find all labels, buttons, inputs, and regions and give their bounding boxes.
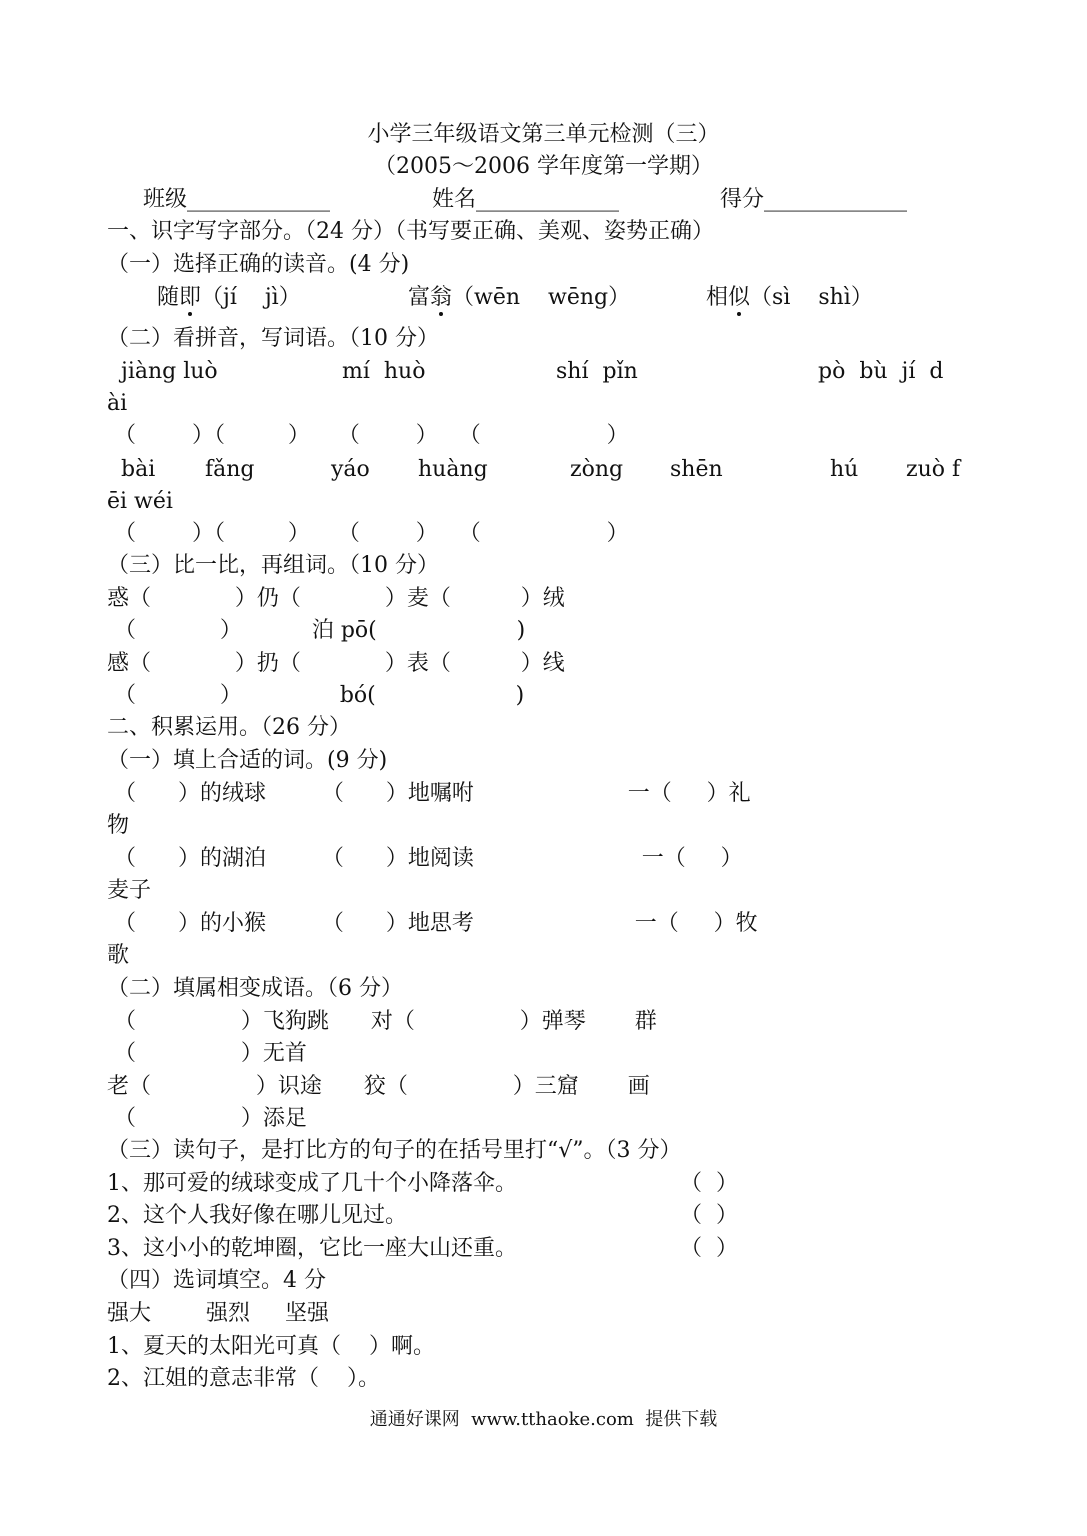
pronunciation-item: 随即（jí jì） [157, 285, 301, 310]
pinyin-word: mí huò [342, 359, 426, 384]
fill-words-line: 物 [107, 813, 130, 838]
sentence-item: 1、那可爱的绒球变成了几十个小降落伞。 [107, 1171, 517, 1196]
class-label: 班级 [143, 187, 188, 212]
idiom-line: （ ）无首 [114, 1041, 307, 1066]
fill-words-line: （ ）的绒球 （ ）地嘱咐 一（ ）礼 [114, 781, 751, 806]
section2-heading: 二、积累运用。（26 分） [107, 715, 351, 740]
word-choice-heading: （四）选词填空。4 分 [107, 1268, 326, 1293]
fill-words-line: （ ）的湖泊 （ ）地阅读 一（ ） [114, 846, 743, 871]
sentence-item: 3、这小小的乾坤圈，它比一座大山还重。 [107, 1236, 517, 1261]
word-option: 强大 [107, 1301, 152, 1326]
word-option: 坚强 [285, 1301, 330, 1326]
fill-words-line: （ ）的小猴 （ ）地思考 一（ ）牧 [114, 911, 758, 936]
pinyin-word: bài [121, 457, 156, 482]
dotted-char: 即 [179, 285, 202, 310]
compare-line: 感（ ）扔（ ）表（ ）线 [107, 651, 565, 676]
check-brackets: （ ） [680, 1236, 738, 1261]
dotted-char: 似 [728, 285, 751, 310]
fill-words-line: 麦子 [107, 878, 152, 903]
pinyin-word: huàng [418, 457, 488, 482]
part1-heading: （一）选择正确的读音。(4 分) [107, 252, 410, 277]
score-field [720, 186, 907, 214]
part2-heading: （二）看拼音，写词语。（10 分） [107, 326, 439, 351]
worksheet-title: 小学三年级语文第三单元检测（三） [367, 122, 720, 147]
part3-heading: （三）比一比，再组词。（10 分） [107, 553, 439, 578]
pinyin-word: shí pǐn [556, 359, 638, 384]
pinyin-word: zuò f [906, 457, 961, 482]
sentence-item: 2、这个人我好像在哪儿见过。 [107, 1203, 407, 1228]
score-label: 得分 [720, 187, 765, 212]
compare-line: （ ） 泊 pō( ) [114, 618, 526, 643]
pinyin-word: zòng [570, 457, 624, 482]
idiom-line: 老（ ）识途 狡（ ）三窟 画 [107, 1074, 650, 1099]
zodiac-idioms-heading: （二）填属相变成语。（6 分） [107, 976, 403, 1001]
name-blank: _____________ [476, 187, 620, 212]
pinyin-word: jiàng luò [121, 359, 218, 384]
compare-line: 惑（ ）仍（ ）麦（ ）绒 [107, 586, 565, 611]
idiom-line: （ ）飞狗跳 对（ ）弹琴 群 [114, 1009, 657, 1034]
pinyin-word: hú [830, 457, 859, 482]
word-choice-item: 1、夏天的太阳光可真（ ）啊。 [107, 1334, 435, 1359]
class-field [143, 186, 330, 214]
worksheet-subtitle: （2005～2006 学年度第一学期） [374, 154, 713, 179]
pinyin-word: fǎng [205, 457, 255, 482]
name-label: 姓名 [432, 187, 477, 212]
section1-heading: 一、识字写字部分。（24 分）（书写要正确、美观、姿势正确） [107, 219, 714, 244]
metaphor-heading: （三）读句子，是打比方的句子的在括号里打“√”。（3 分） [107, 1138, 682, 1163]
pinyin-wrap: ài [107, 391, 128, 416]
pronunciation-item: 富翁（wēn wēng） [408, 285, 631, 310]
check-brackets: （ ） [680, 1203, 738, 1228]
word-option: 强烈 [206, 1301, 251, 1326]
check-brackets: （ ） [680, 1171, 738, 1196]
answer-brackets: （ ）（ ） （ ） （ ） [114, 423, 629, 448]
compare-line: （ ） bó( ) [114, 683, 525, 708]
pinyin-word: yáo [331, 457, 370, 482]
name-field [432, 186, 619, 214]
idiom-line: （ ）添足 [114, 1106, 307, 1131]
class-blank: _____________ [187, 187, 331, 212]
page-footer: 通通好课网 www.tthaoke.com 提供下载 [369, 1409, 718, 1430]
pinyin-wrap: ēi wéi [107, 489, 173, 514]
pinyin-word: shēn [670, 457, 723, 482]
pronunciation-item: 相似（sì shì） [706, 285, 873, 310]
answer-brackets: （ ）（ ） （ ） （ ） [114, 521, 629, 546]
word-choice-item: 2、江姐的意志非常（ ）。 [107, 1366, 380, 1391]
score-blank: _____________ [764, 187, 908, 212]
fill-words-heading: （一）填上合适的词。(9 分) [107, 748, 388, 773]
fill-words-line: 歌 [107, 943, 130, 968]
dotted-char: 翁 [430, 285, 453, 310]
pinyin-word: pò bù jí d [818, 359, 944, 384]
